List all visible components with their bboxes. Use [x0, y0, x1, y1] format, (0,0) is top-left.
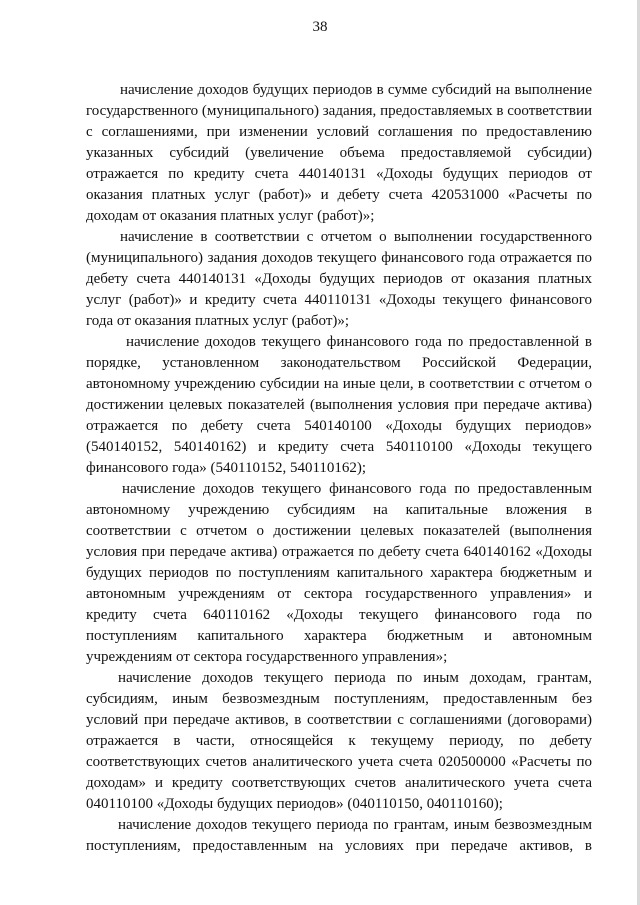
paragraph-4: начисление доходов текущего финансового года по предоставленным автономному учреждению субсидиям на капитальные вложения в соответствии с отчетом о достижении целевых показателей (выполнения условия при передаче актива) отражается по дебету счета 640140162 «Доходы будущих периодов по поступлениям капитального характера бюджетным и автономным учреждениям от сектора государственного управления» и кредиту счета 640110162 «Доходы текущего финансового года по поступлениям капитального характера бюджетным и автономным учреждениям от сектора государственного управления»;	[86, 481, 592, 665]
document-body	[86, 80, 592, 857]
paragraph-1: начисление доходов будущих периодов в сумме субсидий на выполнение государственного (муниципального) задания, предоставляемых в соответствии с соглашениями, при изменении условий соглашения по предоставлению указанных субсидий (увеличение объема предоставляемой субсидии) отражается по кредиту счета 440140131 «Доходы будущих периодов от оказания платных услуг (работ)» и дебету счета 420531000 «Расчеты по доходам от оказания платных услуг (работ)»;	[86, 82, 592, 224]
paragraph-6: начисление доходов текущего периода по грантам, иным безвозмездным поступлениям, предоставленным на условиях при передаче активов, в	[86, 817, 592, 854]
page-number: 38	[312, 19, 328, 35]
paragraph-5: начисление доходов текущего периода по иным доходам, грантам, субсидиям, иным безвозмездным поступлениям, предоставленным без условий при передаче активов, в соответствии с соглашениями (договорами) отражается в части, относящейся к текущему периоду, по дебету соответствующих счетов аналитического учета счета 020500000 «Расчеты по доходам» и кредиту соответствующих счетов аналитического учета счета 040110100 «Доходы будущих периодов» (040110150, 040110160);	[86, 670, 592, 812]
paragraph-2: начисление в соответствии с отчетом о выполнении государственного (муниципального) задания доходов текущего финансового года отражается по дебету счета 440140131 «Доходы будущих периодов от оказания платных услуг (работ)» и кредиту счета 440110131 «Доходы текущего финансового года от оказания платных услуг (работ)»;	[86, 229, 592, 329]
paragraph-3: начисление доходов текущего финансового года по предоставленной в порядке, установленном законодательством Российской Федерации, автономному учреждению субсидии на иные цели, в соответствии с отчетом о достижении целевых показателей (выполнения условия при передаче актива) отражается по дебету счета 540140100 «Доходы будущих периодов» (540140152, 540140162) и кредиту счета 540110100 «Доходы текущего финансового года» (540110152, 540110162);	[86, 334, 592, 476]
